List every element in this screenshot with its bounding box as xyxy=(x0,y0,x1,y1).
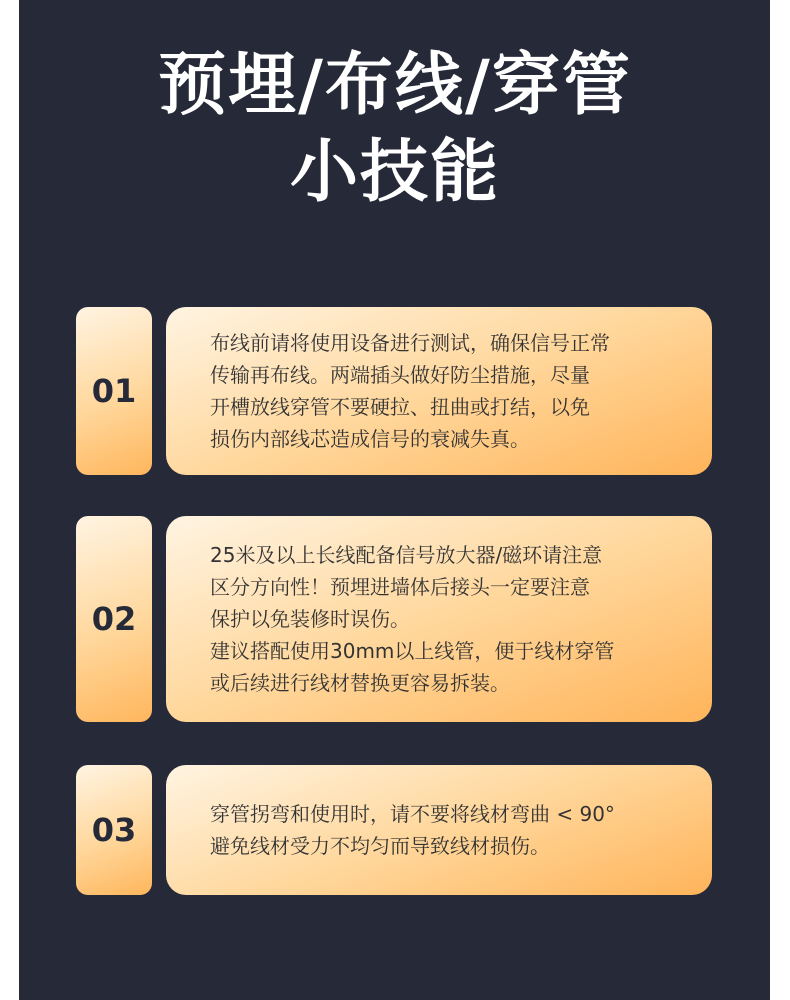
step-number-02: 02 xyxy=(76,516,152,722)
step-text-02: 25米及以上长线配备信号放大器/磁环请注意 区分方向性！预埋进墙体后接头一定要注意 保护以免装修时误伤。 建议搭配使用30mm以上线管，便于线材穿管 或后续进行线材替换更容易拆装。 xyxy=(210,543,615,695)
page-title-line1: 预埋/布线/穿管 xyxy=(158,46,632,125)
step-card-02 xyxy=(166,516,712,722)
step-card-01 xyxy=(166,307,712,475)
step-card-03 xyxy=(166,765,712,895)
step-number-01: 01 xyxy=(76,307,152,475)
page-title-line2: 小技能 xyxy=(289,133,500,212)
step-text-01: 布线前请将使用设备进行测试，确保信号正常 传输再布线。两端插头做好防尘措施，尽量 开槽放线穿管不要硬拉、扭曲或打结，以免 损伤内部线芯造成信号的衰减失真。 xyxy=(210,331,610,451)
step-number-03: 03 xyxy=(76,765,152,895)
step-text-03: 穿管拐弯和使用时，请不要将线材弯曲 < 90° 避免线材受力不均匀而导致线材损伤。 xyxy=(210,802,615,858)
